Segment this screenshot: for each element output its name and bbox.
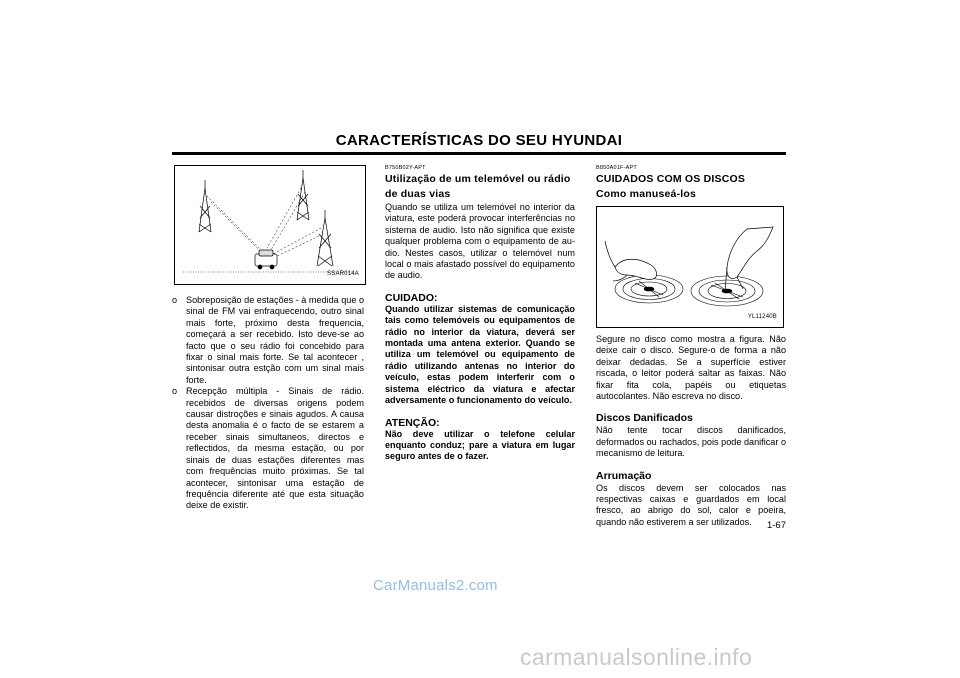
section-heading: CUIDADOS COM OS DISCOS <box>596 173 746 185</box>
column-left <box>172 165 364 512</box>
page-number: 1-67 <box>766 520 786 531</box>
section-code: B750B02Y-APT <box>385 165 426 171</box>
section-body: Segure no disco como mostra a figura. Não deixe cair o disco. Segure-o de forma a não deixar dedadas. Se a superfície estiver riscada, o leitor poderá saltar as faixas. Não fixar fita cola, papéis ou etiquetas autocolantes. Não escreva no disco. <box>596 334 786 402</box>
bullet-list <box>172 295 364 512</box>
damaged-discs-text: Não tente tocar discos danificados, deformados ou rachados, pois pode danificar o mecanismo de leitura. <box>596 425 786 459</box>
caution-text: Quando utilizar sistemas de comunicação tais como telemóveis ou equipamentos de rádio no interior da viatura, deverá ser montada uma antena exterior. Quando se utiliza um telemóvel ou equipamento de rádio utilizando antenas no interior do veículo, estas podem interferir com o sistema eléctrico da viatura e afectar adversamente o funcionamento do veículo. <box>385 303 575 406</box>
section-code: B850A01F-APT <box>596 165 637 171</box>
figure-code: YL11240B <box>747 313 777 320</box>
warning-title: ATENÇÃO: <box>385 416 440 429</box>
section-subheading: Como manuseá-los <box>596 188 697 200</box>
disc-handling-illustration <box>596 206 784 328</box>
damaged-discs-title: Discos Danificados <box>596 412 693 425</box>
list-item <box>172 386 364 511</box>
radio-signal-illustration <box>174 165 366 285</box>
storage-text: Os discos devem ser colocados nas respectivas caixas e guardados em local fresco, ao abrigo do sol, calor e poeira, quando não estiverem a ser utilizados. <box>596 482 786 527</box>
page-header-title: CARACTERÍSTICAS DO SEU HYUNDAI <box>335 132 623 149</box>
bullet-text: Recepção múltipla - Sinais de rádio. recebidos de diversas origens podem causar distroções e sinais agudos. A causa desta anomalia é o facto de se estarem a receber sinais simultaneos, directos e reflectidos, da mesma estação, ou por sinais de duas estações diferentes mas com frequências muito próximas. Se tal acontecer, sintonisar uma estação de frequência diferente até que esta situação deixe de existir. <box>186 386 364 511</box>
storage-title: Arrumação <box>596 469 652 482</box>
column-right <box>596 165 786 528</box>
watermark-carmanuals[interactable]: CarManuals2.com <box>373 577 498 594</box>
section-heading: Utilização de um telemóvel ou rádio de duas vias <box>385 173 571 200</box>
compact-disc-icon <box>597 207 783 327</box>
column-middle <box>385 165 575 463</box>
watermark-carmanualsonline: carmanualsonline.info <box>520 644 753 670</box>
bullet-mark: o <box>172 386 178 397</box>
figure-code: SSAR014A <box>327 270 359 277</box>
bullet-mark: o <box>172 295 178 305</box>
header-rule <box>172 152 786 155</box>
bullet-text: Sobreposição de estações - à medida que o sinal de FM vai enfraquecendo, outro sinal mais forte, próximo desta frequencia, começará a ser recebido. Isto deve-se ao facto que o seu rádio foi concebido para fixar o sinal mais forte. Se tal acontecer , sintonisar outra estção com um sinal mais forte. <box>186 295 364 385</box>
antenna-towers-icon <box>175 166 365 284</box>
section-body: Quando se utiliza um telemóvel no interior da viatura, este poderá provocar interferências no sistema de audio. Isto não significa que existe qualquer problema com o equipamento de au-dio. Nestes casos, utilizar o telemóvel num local o mais afastado possível do equipamento de audio. <box>385 202 575 281</box>
list-item <box>172 295 364 386</box>
warning-text: Não deve utilizar o telefone celular enquanto conduz; pare a viatura em lugar seguro antes de o fazer. <box>385 428 575 462</box>
caution-title: CUIDADO: <box>385 291 438 304</box>
